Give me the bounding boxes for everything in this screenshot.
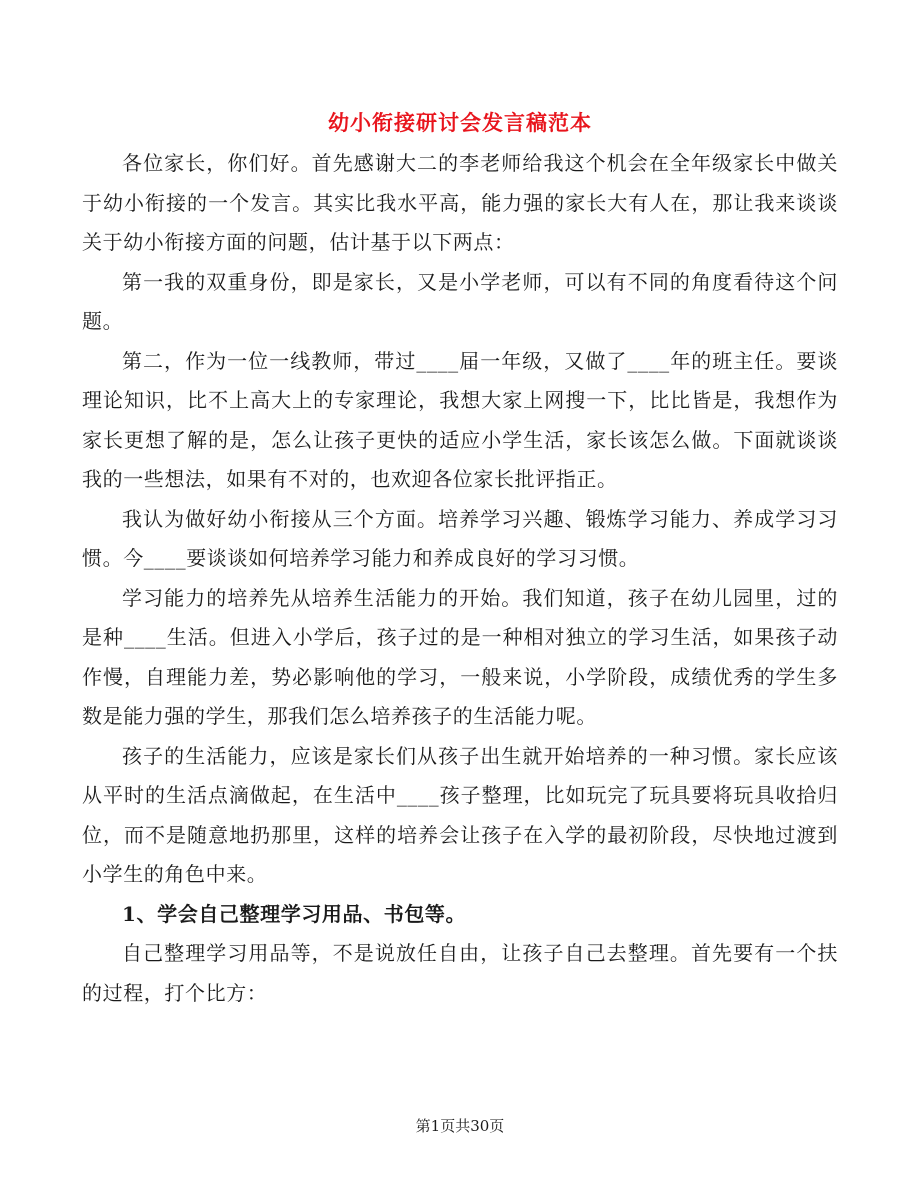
document-title: 幼小衔接研讨会发言稿范本: [328, 110, 592, 135]
paragraph-life-ability: 孩子的生活能力，应该是家长们从孩子出生就开始培养的一种习惯。家长应该从平时的生活点滴做起，在生活中____孩子整理，比如玩完了玩具要将玩具收拾归位，而不是随意地扔那里，这样的培养会让孩子在入学的最初阶段，尽快地过渡到小学生的角色中来。: [82, 743, 838, 886]
paragraph-point-two: 第二，作为一位一线教师，带过____届一年级，又做了____年的班主任。要谈理论知识，比不上高大上的专家理论，我想大家上网搜一下，比比皆是，我想作为家长更想了解的是，怎么让孩子更快的适应小学生活，家长该怎么做。下面就谈谈我的一些想法，如果有不对的，也欢迎各位家长批评指正。: [82, 348, 838, 491]
section-heading-organize-supplies: 1、学会自己整理学习用品、书包等。: [122, 901, 467, 926]
paragraph-three-aspects: 我认为做好幼小衔接从三个方面。培养学习兴趣、锻炼学习能力、养成学习习惯。今____要谈谈如何培养学习能力和养成良好的学习习惯。: [82, 506, 838, 570]
paragraph-greeting: 各位家长，你们好。首先感谢大二的李老师给我这个机会在全年级家长中做关于幼小衔接的一个发言。其实比我水平高，能力强的家长大有人在，那让我来谈谈关于幼小衔接方面的问题，估计基于以下两点：: [82, 151, 838, 254]
paragraph-learning-ability: 学习能力的培养先从培养生活能力的开始。我们知道，孩子在幼儿园里，过的是种____生活。但进入小学后，孩子过的是一种相对独立的学习生活，如果孩子动作慢，自理能力差，势必影响他的学习，一般来说，小学阶段，成绩优秀的学生多数是能力强的学生，那我们怎么培养孩子的生活能力呢。: [82, 585, 838, 728]
page-number-footer: 第1页共30页: [415, 1117, 505, 1135]
paragraph-point-one: 第一我的双重身份，即是家长，又是小学老师，可以有不同的角度看待这个问题。: [82, 269, 838, 333]
document-body: [82, 144, 838, 1013]
paragraph-organize-supplies: 自己整理学习用品等，不是说放任自由，让孩子自己去整理。首先要有一个扶的过程，打个比方：: [82, 941, 838, 1005]
